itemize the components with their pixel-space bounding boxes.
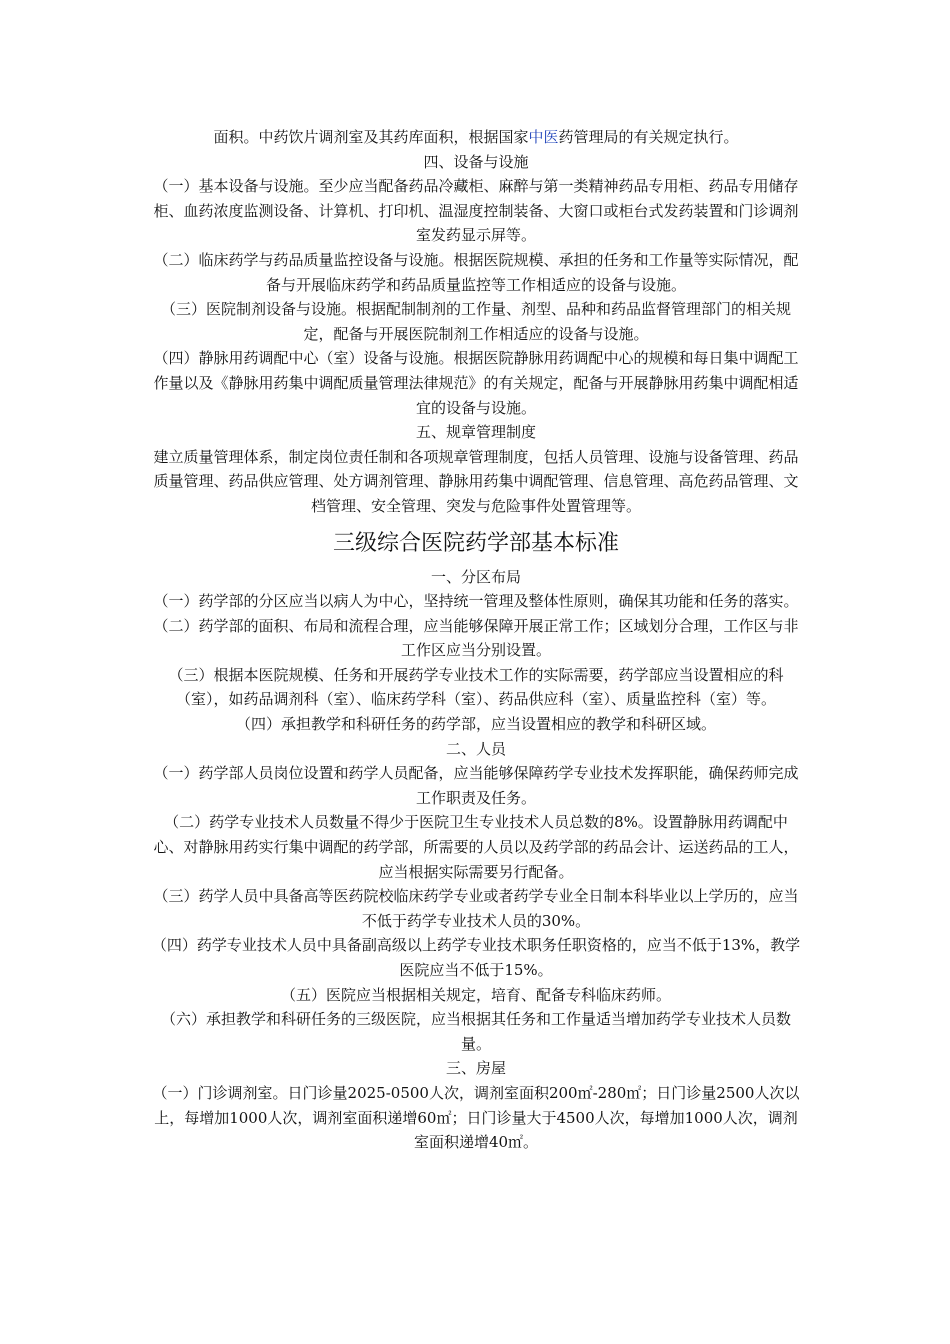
tcm-link[interactable]: 中医 xyxy=(528,128,559,146)
paragraph-layout-1: （一）药学部的分区应当以病人为中心，坚持统一管理及整体性原则，确保其功能和任务的落实。 xyxy=(153,592,799,611)
paragraph-staff-5: （五）医院应当根据相关规定，培育、配备专科临床药师。 xyxy=(280,985,671,1004)
document-page xyxy=(150,125,802,1155)
paragraph-staff-2: （二）药学专业技术人员数量不得少于医院卫生专业技术人员总数的8%。设置静脉用药调配中心、对静脉用药实行集中调配的药学部，所需要的人员以及药学部的药品会计、运送药品的工人，应当根据实际需要另行配备。 xyxy=(153,813,799,881)
paragraph-equipment-3: （三）医院制剂设备与设施。根据配制制剂的工作量、剂型、品种和药品监督管理部门的相关规定，配备与开展医院制剂工作相适应的设备与设施。 xyxy=(160,300,791,343)
paragraph-area-tail xyxy=(150,125,802,150)
paragraph-staff-1: （一）药学部人员岗位设置和药学人员配备，应当能够保障药学专业技术发挥职能，确保药师完成工作职责及任务。 xyxy=(153,764,799,807)
section-heading-building: 三、房屋 xyxy=(445,1059,506,1078)
paragraph-rules: 建立质量管理体系，制定岗位责任制和各项规章管理制度，包括人员管理、设施与设备管理、药品质量管理、药品供应管理、处方调剂管理、静脉用药集中调配管理、信息管理、高危药品管理、文档管理、安全管理、突发与危险事件处置管理等。 xyxy=(153,447,799,515)
paragraph-layout-4: （四）承担教学和科研任务的药学部，应当设置相应的教学和科研区域。 xyxy=(235,715,716,734)
section-heading-rules: 五、规章管理制度 xyxy=(415,423,536,442)
paragraph-equipment-4: （四）静脉用药调配中心（室）设备与设施。根据医院静脉用药调配中心的规模和每日集中调配工作量以及《静脉用药集中调配质量管理法律规范》的有关规定，配备与开展静脉用药集中调配相适宜的设备与设施。 xyxy=(153,349,799,417)
paragraph-layout-3: （三）根据本医院规模、任务和开展药学专业技术工作的实际需要，药学部应当设置相应的科（室），如药品调剂科（室）、临床药学科（室）、药品供应科（室）、质量监控科（室）等。 xyxy=(168,665,784,709)
text-fragment: 面积。中药饮片调剂室及其药库面积，根据国家 xyxy=(213,128,529,146)
paragraph-layout-2: （二）药学部的面积、布局和流程合理，应当能够保障开展正常工作；区域划分合理，工作区与非工作区应当分别设置。 xyxy=(153,616,799,660)
document-title: 三级综合医院药学部基本标准 xyxy=(332,530,619,556)
section-heading-equipment: 四、设备与设施 xyxy=(423,152,529,171)
section-heading-layout: 一、分区布局 xyxy=(430,567,521,586)
paragraph-staff-4: （四）药学专业技术人员中具备副高级以上药学专业技术职务任职资格的，应当不低于13%，教学医院应当不低于15%。 xyxy=(151,936,801,979)
paragraph-building-1: （一）门诊调剂室。日门诊量2025-0500人次，调剂室面积200㎡-280㎡；日门诊量2500人次以上，每增加1000人次，调剂室面积递增60㎡；日门诊量大于4500人次，每增加1000人次，调剂室面积递增40㎡。 xyxy=(152,1083,800,1152)
paragraph-staff-3: （三）药学人员中具备高等医药院校临床药学专业或者药学专业全日制本科毕业以上学历的，应当不低于药学专业技术人员的30%。 xyxy=(153,887,799,930)
paragraph-equipment-2: （二）临床药学与药品质量监控设备与设施。根据医院规模、承担的任务和工作量等实际情况，配备与开展临床药学和药品质量监控等工作相适应的设备与设施。 xyxy=(153,250,799,294)
section-heading-staff: 二、人员 xyxy=(445,739,506,758)
paragraph-staff-6: （六）承担教学和科研任务的三级医院，应当根据其任务和工作量适当增加药学专业技术人员数量。 xyxy=(160,1010,791,1053)
text-fragment: 药管理局的有关规定执行。 xyxy=(558,128,739,146)
paragraph-equipment-1: （一）基本设备与设施。至少应当配备药品冷藏柜、麻醉与第一类精神药品专用柜、药品专用储存柜、血药浓度监测设备、计算机、打印机、温湿度控制装备、大窗口或柜台式发药装置和门诊调剂室发药显示屏等。 xyxy=(153,177,799,245)
